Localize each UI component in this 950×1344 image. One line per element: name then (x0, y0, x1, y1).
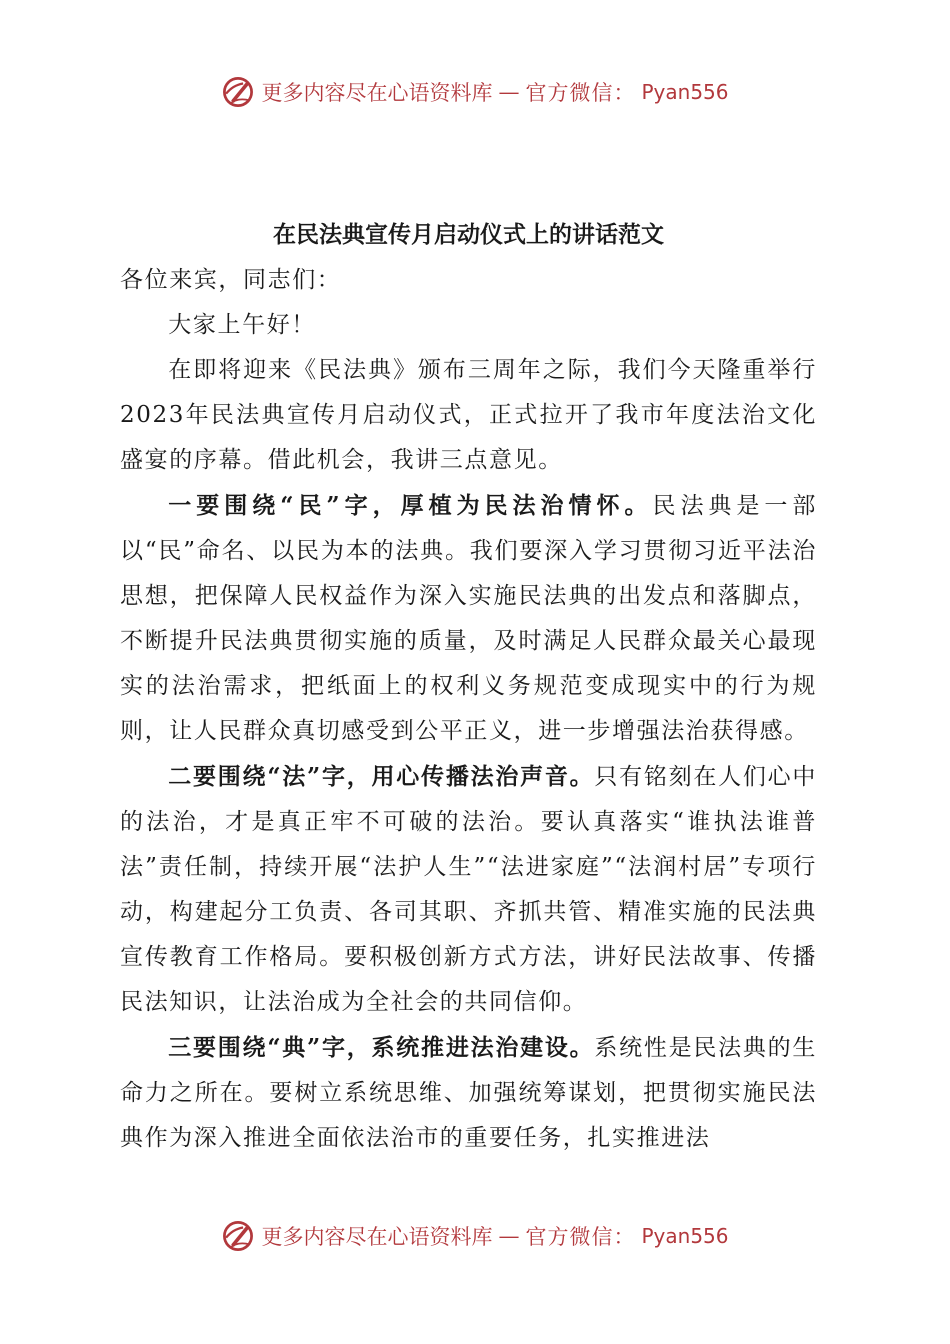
watermark-official-label: 官方微信： (525, 1225, 636, 1249)
watermark-official-label: 官方微信： (525, 81, 636, 105)
salutation: 各位来宾，同志们： (120, 267, 342, 293)
watermark-wechat-id: Pyan556 (641, 1224, 729, 1248)
point-heading-3: 三要围绕“典”字，系统推进法治建设。 (168, 1034, 595, 1061)
point-body-2: 只有铭刻在人们心中的法治，才是真正牢不可破的法治。要认真落实“谁执法谁普法”责任制，持续开展“法护人生”“法进家庭”“法润村居”专项行动，构建起分工负责、各司其职、齐抓共管、精准实施的民法典宣传教育工作格局。要积极创新方式方法，讲好民法故事、传播民法知识，让法治成为全社会的共同信仰。 (120, 764, 817, 1015)
watermark-brand-text: 更多内容尽在心语资料库 (261, 1225, 493, 1249)
point-heading-2: 二要围绕“法”字，用心传播法治声音。 (168, 763, 595, 790)
watermark-banner-top (0, 72, 950, 112)
greeting: 大家上午好！ (168, 312, 316, 338)
watermark-brand-text: 更多内容尽在心语资料库 (261, 81, 493, 105)
document-title: 在民法典宣传月启动仪式上的讲话范文 (273, 221, 664, 248)
watermark-separator: — (498, 1224, 520, 1248)
point-body-3: 系统性是民法典的生命力之所在。要树立系统思维、加强统筹谋划，把贯彻实施民法典作为深入推进全面依法治市的重要任务，扎实推进法 (120, 1035, 817, 1151)
intro-paragraph: 在即将迎来《民法典》颁布三周年之际，我们今天隆重举行2023年民法典宣传月启动仪式，正式拉开了我市年度法治文化盛宴的序幕。借此机会，我讲三点意见。 (120, 357, 817, 473)
point-paragraph-1 (120, 483, 817, 754)
brand-logo-icon (221, 1219, 255, 1253)
point-paragraph-2 (120, 754, 817, 1025)
document-body (120, 214, 817, 1161)
watermark-wechat-id: Pyan556 (641, 80, 729, 104)
watermark-banner-bottom (0, 1216, 950, 1256)
point-heading-1: 一要围绕“民”字，厚植为民法治情怀。 (168, 492, 653, 519)
point-paragraph-3 (120, 1025, 817, 1161)
watermark-separator: — (498, 80, 520, 104)
brand-logo-icon (221, 75, 255, 109)
point-body-1: 民法典是一部以“民”命名、以民为本的法典。我们要深入学习贯彻习近平法治思想，把保障人民权益作为深入实施民法典的出发点和落脚点，不断提升民法典贯彻实施的质量，及时满足人民群众最关心最现实的法治需求，把纸面上的权利义务规范变成现实中的行为规则，让人民群众真切感受到公平正义，进一步增强法治获得感。 (120, 493, 817, 744)
